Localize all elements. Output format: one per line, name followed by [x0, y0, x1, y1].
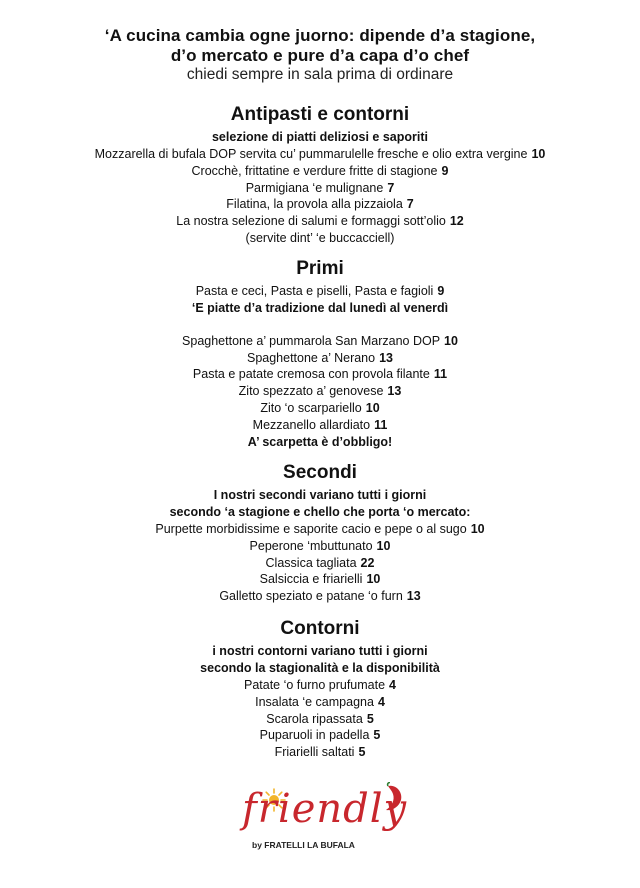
section-closing: A’ scarpetta è d’obbligo!: [247, 434, 393, 449]
item-price: 7: [387, 180, 395, 195]
item-price: 9: [441, 163, 449, 178]
menu-item: Scarola ripassata 5: [266, 711, 374, 726]
menu-item: Spaghettone a’ pummarola San Marzano DOP 10: [182, 333, 458, 348]
item-price: 13: [406, 589, 421, 604]
item-price: 7: [406, 197, 414, 212]
section-primi: [0, 258, 640, 451]
menu-item: La nostra selezione di salumi e formaggi sott’olio 12: [176, 214, 464, 229]
intro-line-2: d’o mercato e pure d’a capa d’o chef: [170, 46, 470, 65]
logo-wordmark: friendly: [242, 786, 408, 832]
section-title: Contorni: [280, 618, 360, 639]
item-price: 10: [366, 572, 381, 587]
section-secondi: [0, 462, 640, 605]
item-price: 5: [358, 745, 366, 760]
menu-item: Puparuoli in padella 5: [259, 728, 381, 743]
item-price: 5: [366, 711, 374, 726]
menu-item: Insalata ‘e campagna 4: [255, 694, 385, 709]
item-price: 10: [470, 522, 485, 536]
menu-item: Pasta e patate cremosa con provola filante 11: [192, 367, 448, 382]
item-price: 10: [365, 400, 380, 415]
brand-logo: [232, 780, 408, 860]
menu-item: Friarielli saltati 5: [274, 745, 366, 760]
section-subtitle-1: i nostri contorni variano tutti i giorni: [212, 644, 428, 658]
item-price: 13: [379, 350, 393, 365]
item-price: 5: [373, 728, 381, 743]
menu-item: Peperone ‘mbuttunato 10: [249, 538, 391, 553]
item-price: 10: [444, 333, 458, 348]
menu-item: Mozzarella di bufala DOP servita cu’ pummarulelle fresche e olio extra vergine 10: [94, 147, 546, 161]
menu-item: Zito ‘o scarpariello 10: [260, 400, 380, 415]
section-title: Primi: [296, 258, 344, 279]
item-price: 12: [449, 214, 464, 229]
intro: [0, 26, 640, 84]
section-subtitle-2: secondo ‘a stagione e chello che porta ‘o mercato:: [169, 505, 471, 519]
menu-item: Pasta e ceci, Pasta e piselli, Pasta e fagioli 9: [195, 284, 445, 298]
menu-item: Galletto speziato e patane ‘o furn 13: [219, 589, 421, 604]
section-subtitle-2: secondo la stagionalità e la disponibilità: [200, 661, 440, 675]
menu-item: Mezzanello allardiato 11: [252, 417, 388, 432]
menu-item: Spaghettone a’ Nerano 13: [246, 350, 393, 365]
section-note: (servite dint’ ‘e buccacciell): [245, 230, 395, 245]
item-price: 10: [531, 147, 546, 161]
menu-item: Classica tagliata 22: [265, 555, 375, 570]
item-price: 4: [389, 678, 396, 692]
intro-note: chiedi sempre in sala prima di ordinare: [186, 66, 454, 83]
section-subtitle-1: I nostri secondi variano tutti i giorni: [213, 488, 427, 502]
section-subtitle: ‘E piatte d’a tradizione dal lunedì al venerdì: [191, 300, 449, 315]
section-contorni: [0, 618, 640, 761]
item-price: 10: [376, 538, 391, 553]
item-price: 13: [387, 384, 402, 399]
item-price: 11: [433, 367, 448, 382]
logo-byline: by FRATELLI LA BUFALA: [252, 840, 355, 850]
menu-item: Crocchè, frittatine e verdure fritte di stagione 9: [191, 163, 449, 178]
menu-item: Patate ‘o furno prufumate 4: [243, 678, 396, 692]
item-price: 22: [360, 555, 375, 570]
section-antipasti: [0, 104, 640, 247]
item-price: 11: [374, 417, 388, 432]
menu-item: Parmigiana ‘e mulignane 7: [245, 180, 395, 195]
section-subtitle: selezione di piatti deliziosi e saporiti: [211, 130, 429, 144]
section-title: Secondi: [283, 462, 357, 483]
item-price: 4: [377, 694, 385, 709]
menu-item: Salsiccia e friarielli 10: [259, 572, 381, 587]
spacer: [0, 317, 640, 333]
menu-item: Purpette morbidissime e saporite cacio e pepe o al sugo 10: [155, 522, 485, 536]
item-price: 9: [437, 284, 445, 298]
menu-item: Zito spezzato a’ genovese 13: [238, 384, 402, 399]
section-title: Antipasti e contorni: [230, 104, 410, 125]
intro-line-1: ‘A cucina cambia ogne juorno: dipende d’a stagione,: [104, 26, 536, 45]
menu-item: Filatina, la provola alla pizzaiola 7: [226, 197, 414, 212]
